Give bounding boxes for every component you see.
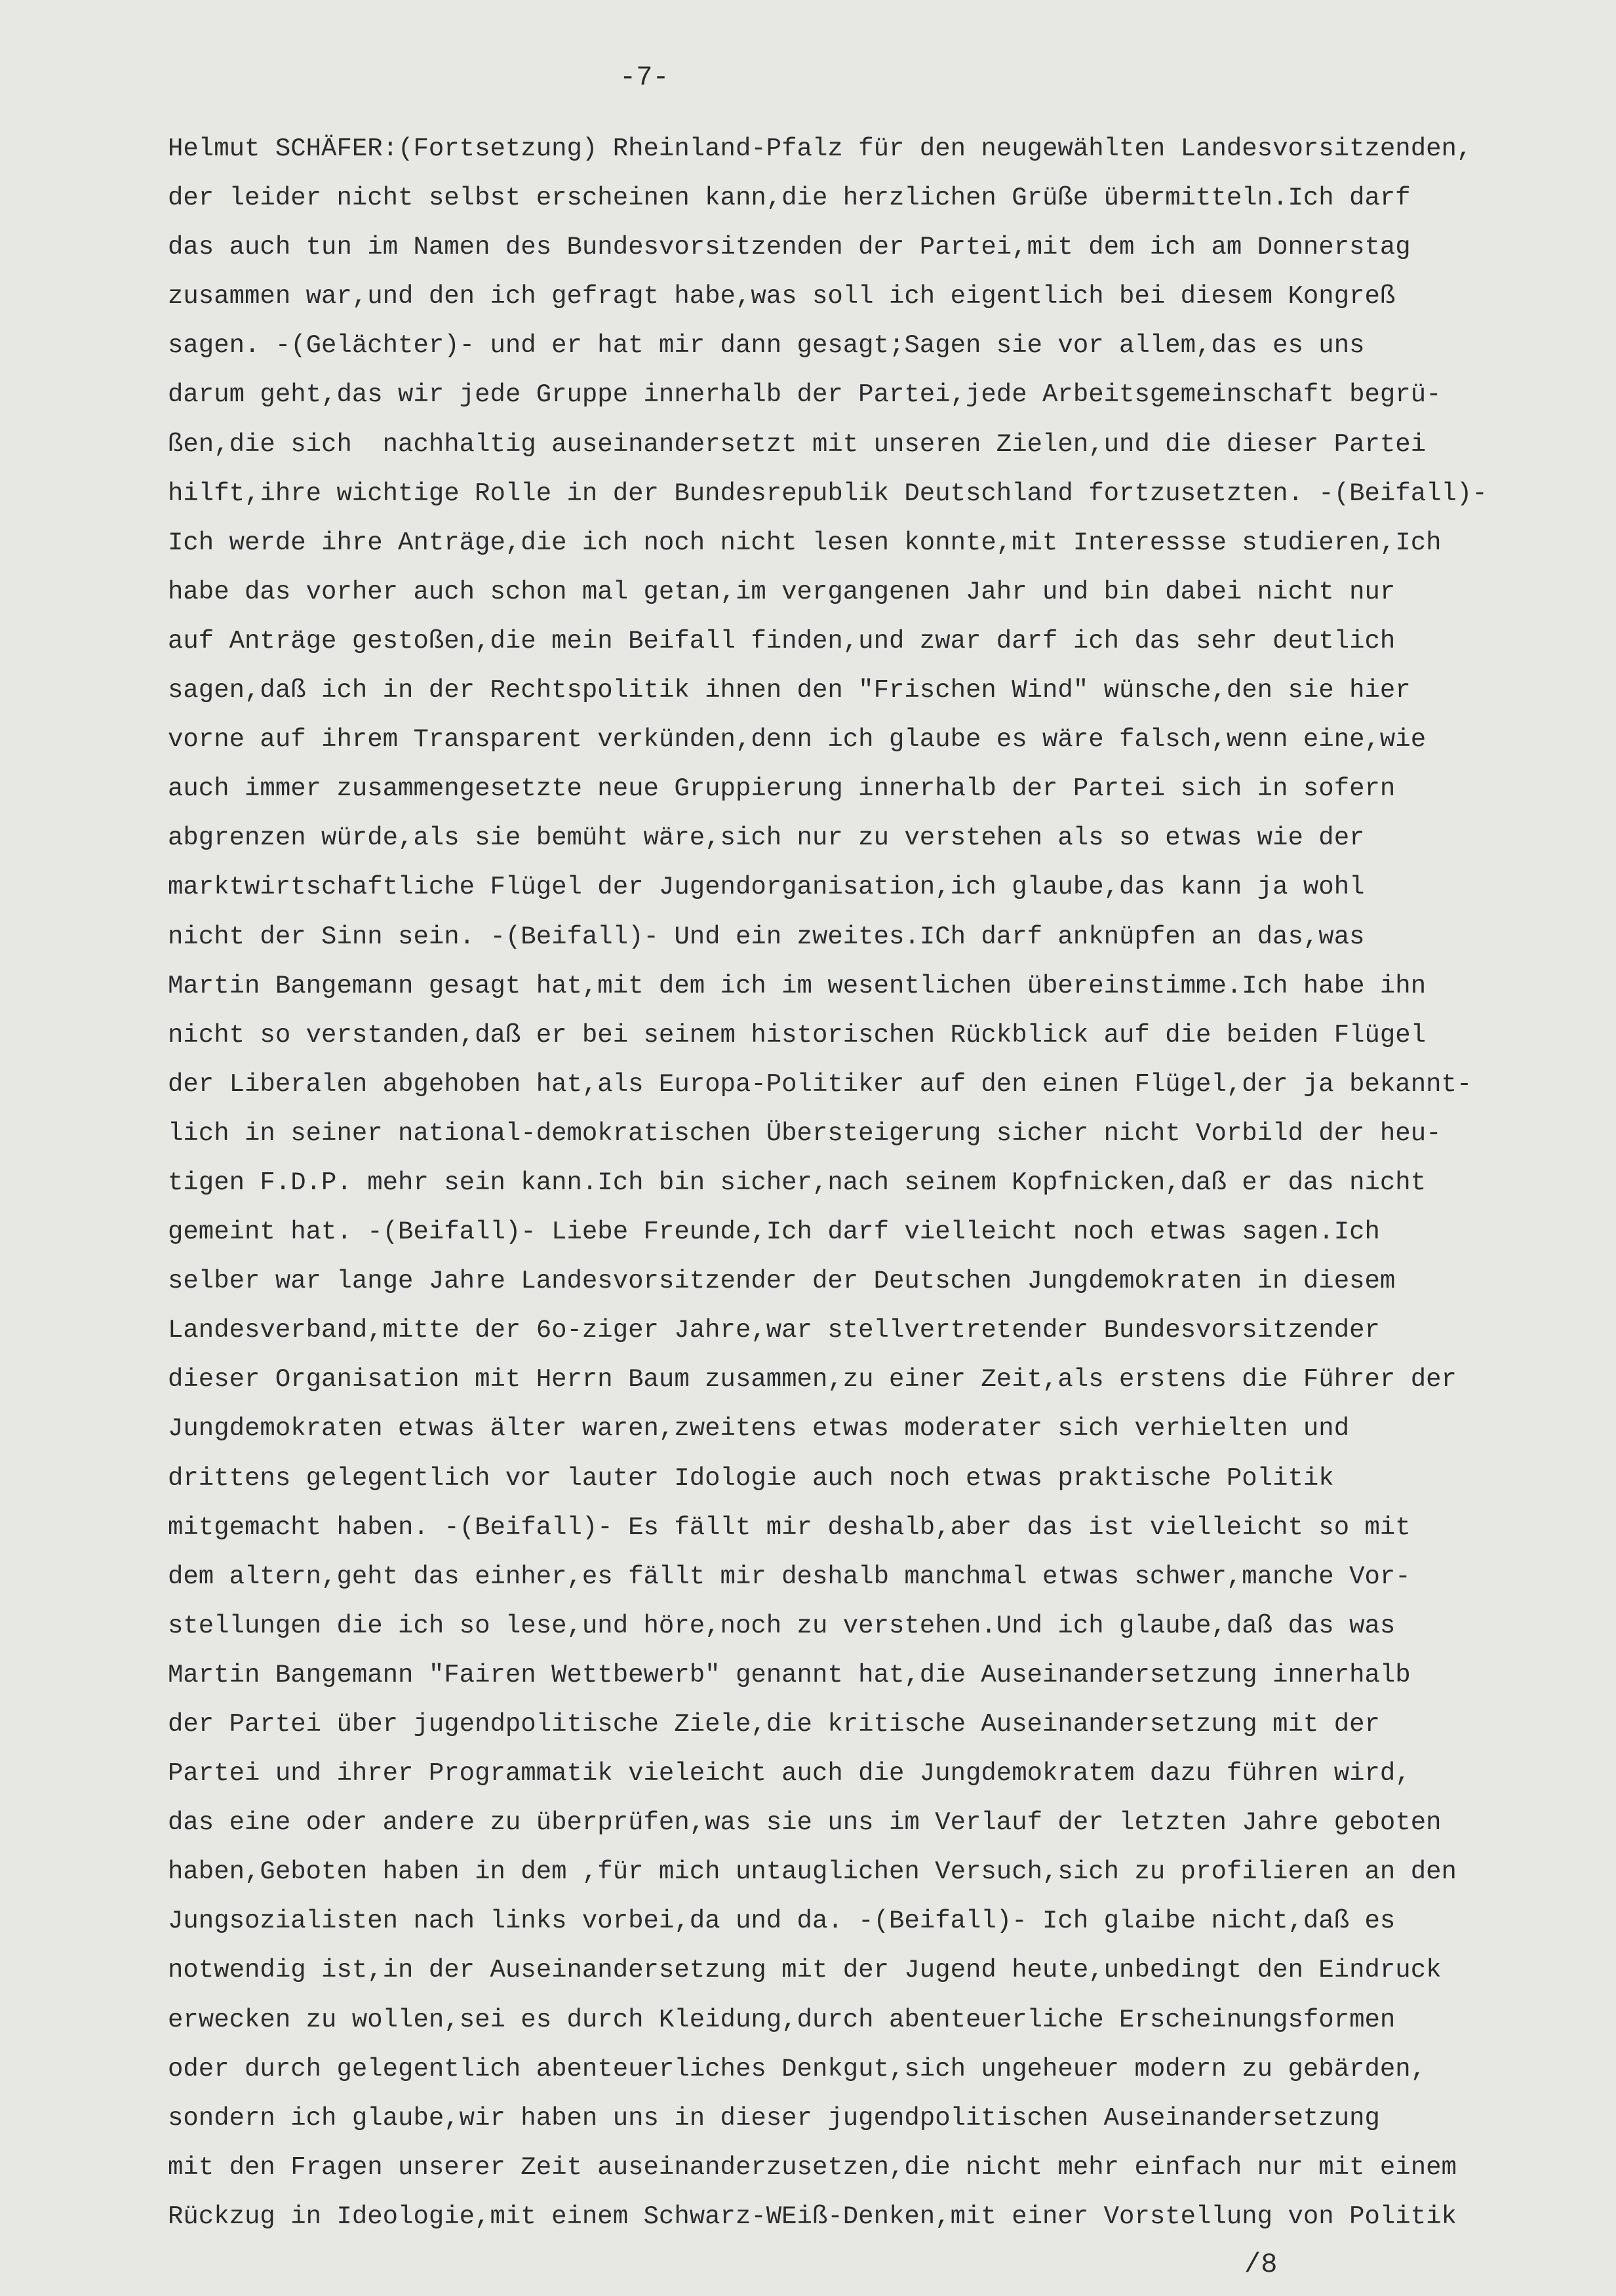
text-line: stellungen die ich so lese,und höre,noch zu verstehen.Und ich glaube,daß das was (168, 1611, 1396, 1640)
text-line: selber war lange Jahre Landesvorsitzender der Deutschen Jungdemokraten in diesem (168, 1267, 1396, 1296)
text-line: auch immer zusammengesetzte neue Gruppierung innerhalb der Partei sich in sofern (168, 774, 1396, 804)
text-line: erwecken zu wollen,sei es durch Kleidung,durch abenteuerliche Erscheinungsformen (168, 2005, 1396, 2034)
text-line: Jungdemokraten etwas älter waren,zweitens etwas moderater sich verhielten und (168, 1414, 1350, 1444)
continuation-page-marker: /8 (1244, 2249, 1278, 2280)
text-line: Helmut SCHÄFER:(Fortsetzung) Rheinland-Pfalz für den neugewählten Landesvorsitzenden, (168, 134, 1472, 163)
text-line: darum geht,das wir jede Gruppe innerhalb der Partei,jede Arbeitsgemeinschaft begrü- (168, 380, 1442, 410)
text-line: vorne auf ihrem Transparent verkünden,denn ich glaube es wäre falsch,wenn eine,wie (168, 725, 1427, 755)
text-line: Ich werde ihre Anträge,die ich noch nicht lesen konnte,mit Interessse studieren,Ich (168, 528, 1442, 557)
text-line: der Partei über jugendpolitische Ziele,die kritische Auseinandersetzung mit der (168, 1710, 1380, 1739)
text-line: Martin Bangemann gesagt hat,mit dem ich im wesentlichen übereinstimme.Ich habe ihn (168, 971, 1427, 1000)
text-line: auf Anträge gestoßen,die mein Beifall finden,und zwar darf ich das sehr deutlich (168, 626, 1396, 656)
text-line: Rückzug in Ideologie,mit einem Schwarz-WEiß-Denken,mit einer Vorstellung von Politik (168, 2202, 1457, 2231)
text-line: gemeint hat. -(Beifall)- Liebe Freunde,Ich darf vielleicht noch etwas sagen.Ich (168, 1217, 1380, 1247)
text-line: mitgemacht haben. -(Beifall)- Es fällt mir deshalb,aber das ist vielleicht so mit (168, 1513, 1411, 1542)
text-line: der leider nicht selbst erscheinen kann,die herzlichen Grüße übermitteln.Ich darf (168, 184, 1411, 213)
text-line: ßen,die sich nachhaltig auseinandersetzt mit unseren Zielen,und die dieser Partei (168, 429, 1427, 459)
text-line: sondern ich glaube,wir haben uns in dieser jugendpolitischen Auseinandersetzung (168, 2103, 1380, 2133)
text-line: haben,Geboten haben in dem ,für mich untauglichen Versuch,sich zu profilieren an den (168, 1857, 1457, 1887)
text-line: Martin Bangemann "Fairen Wettbewerb" genannt hat,die Auseinandersetzung innerhalb (168, 1660, 1411, 1690)
text-line: oder durch gelegentlich abenteuerliches Denkgut,sich ungeheuer modern zu gebärden, (168, 2054, 1427, 2084)
text-line: sagen,daß ich in der Rechtspolitik ihnen den "Frischen Wind" wünsche,den sie hier (168, 676, 1411, 705)
text-line: hilft,ihre wichtige Rolle in der Bundesrepublik Deutschland fortzusetzten. -(Beifall)- (168, 479, 1488, 508)
text-line: nicht so verstanden,daß er bei seinem historischen Rückblick auf die beiden Flügel (168, 1020, 1427, 1050)
page-number: -7- (620, 62, 669, 93)
text-line: zusammen war,und den ich gefragt habe,was soll ich eigentlich bei diesem Kongreß (168, 282, 1396, 311)
text-line: nicht der Sinn sein. -(Beifall)- Und ein zweites.ICh darf anknüpfen an das,was (168, 922, 1365, 951)
text-line: lich in seiner national-demokratischen Übersteigerung sicher nicht Vorbild der heu- (168, 1118, 1442, 1148)
text-line: dieser Organisation mit Herrn Baum zusammen,zu einer Zeit,als erstens die Führer der (168, 1365, 1457, 1395)
text-line: der Liberalen abgehoben hat,als Europa-Politiker auf den einen Flügel,der ja bekannt- (168, 1069, 1472, 1099)
text-line: marktwirtschaftliche Flügel der Jugendorganisation,ich glaube,das kann ja wohl (168, 873, 1365, 902)
text-line: Jungsozialisten nach links vorbei,da und da. -(Beifall)- Ich glaibe nicht,daß es (168, 1907, 1396, 1936)
text-line: tigen F.D.P. mehr sein kann.Ich bin sicher,nach seinem Kopfnicken,daß er das nicht (168, 1168, 1427, 1197)
text-line: notwendig ist,in der Auseinandersetzung mit der Jugend heute,unbedingt den Eindruck (168, 1956, 1442, 1985)
text-line: mit den Fragen unserer Zeit auseinanderzusetzen,die nicht mehr einfach nur mit einem (168, 2152, 1457, 2182)
text-line: sagen. -(Gelächter)- und er hat mir dann gesagt;Sagen sie vor allem,das es uns (168, 331, 1365, 361)
text-line: das eine oder andere zu überprüfen,was sie uns im Verlauf der letzten Jahre geboten (168, 1808, 1442, 1838)
transcript-body (168, 125, 1610, 2242)
text-line: drittens gelegentlich vor lauter Idologie auch noch etwas praktische Politik (168, 1463, 1334, 1493)
text-line: Partei und ihrer Programmatik vieleicht auch die Jungdemokratem dazu führen wird, (168, 1759, 1411, 1789)
text-line: das auch tun im Namen des Bundesvorsitzenden der Partei,mit dem ich am Donnerstag (168, 233, 1411, 262)
text-line: dem altern,geht das einher,es fällt mir deshalb manchmal etwas schwer,manche Vor- (168, 1562, 1411, 1591)
text-line: abgrenzen würde,als sie bemüht wäre,sich nur zu verstehen als so etwas wie der (168, 823, 1365, 853)
text-line: Landesverband,mitte der 6o-ziger Jahre,war stellvertretender Bundesvorsitzender (168, 1316, 1380, 1345)
text-line: habe das vorher auch schon mal getan,im vergangenen Jahr und bin dabei nicht nur (168, 577, 1396, 606)
